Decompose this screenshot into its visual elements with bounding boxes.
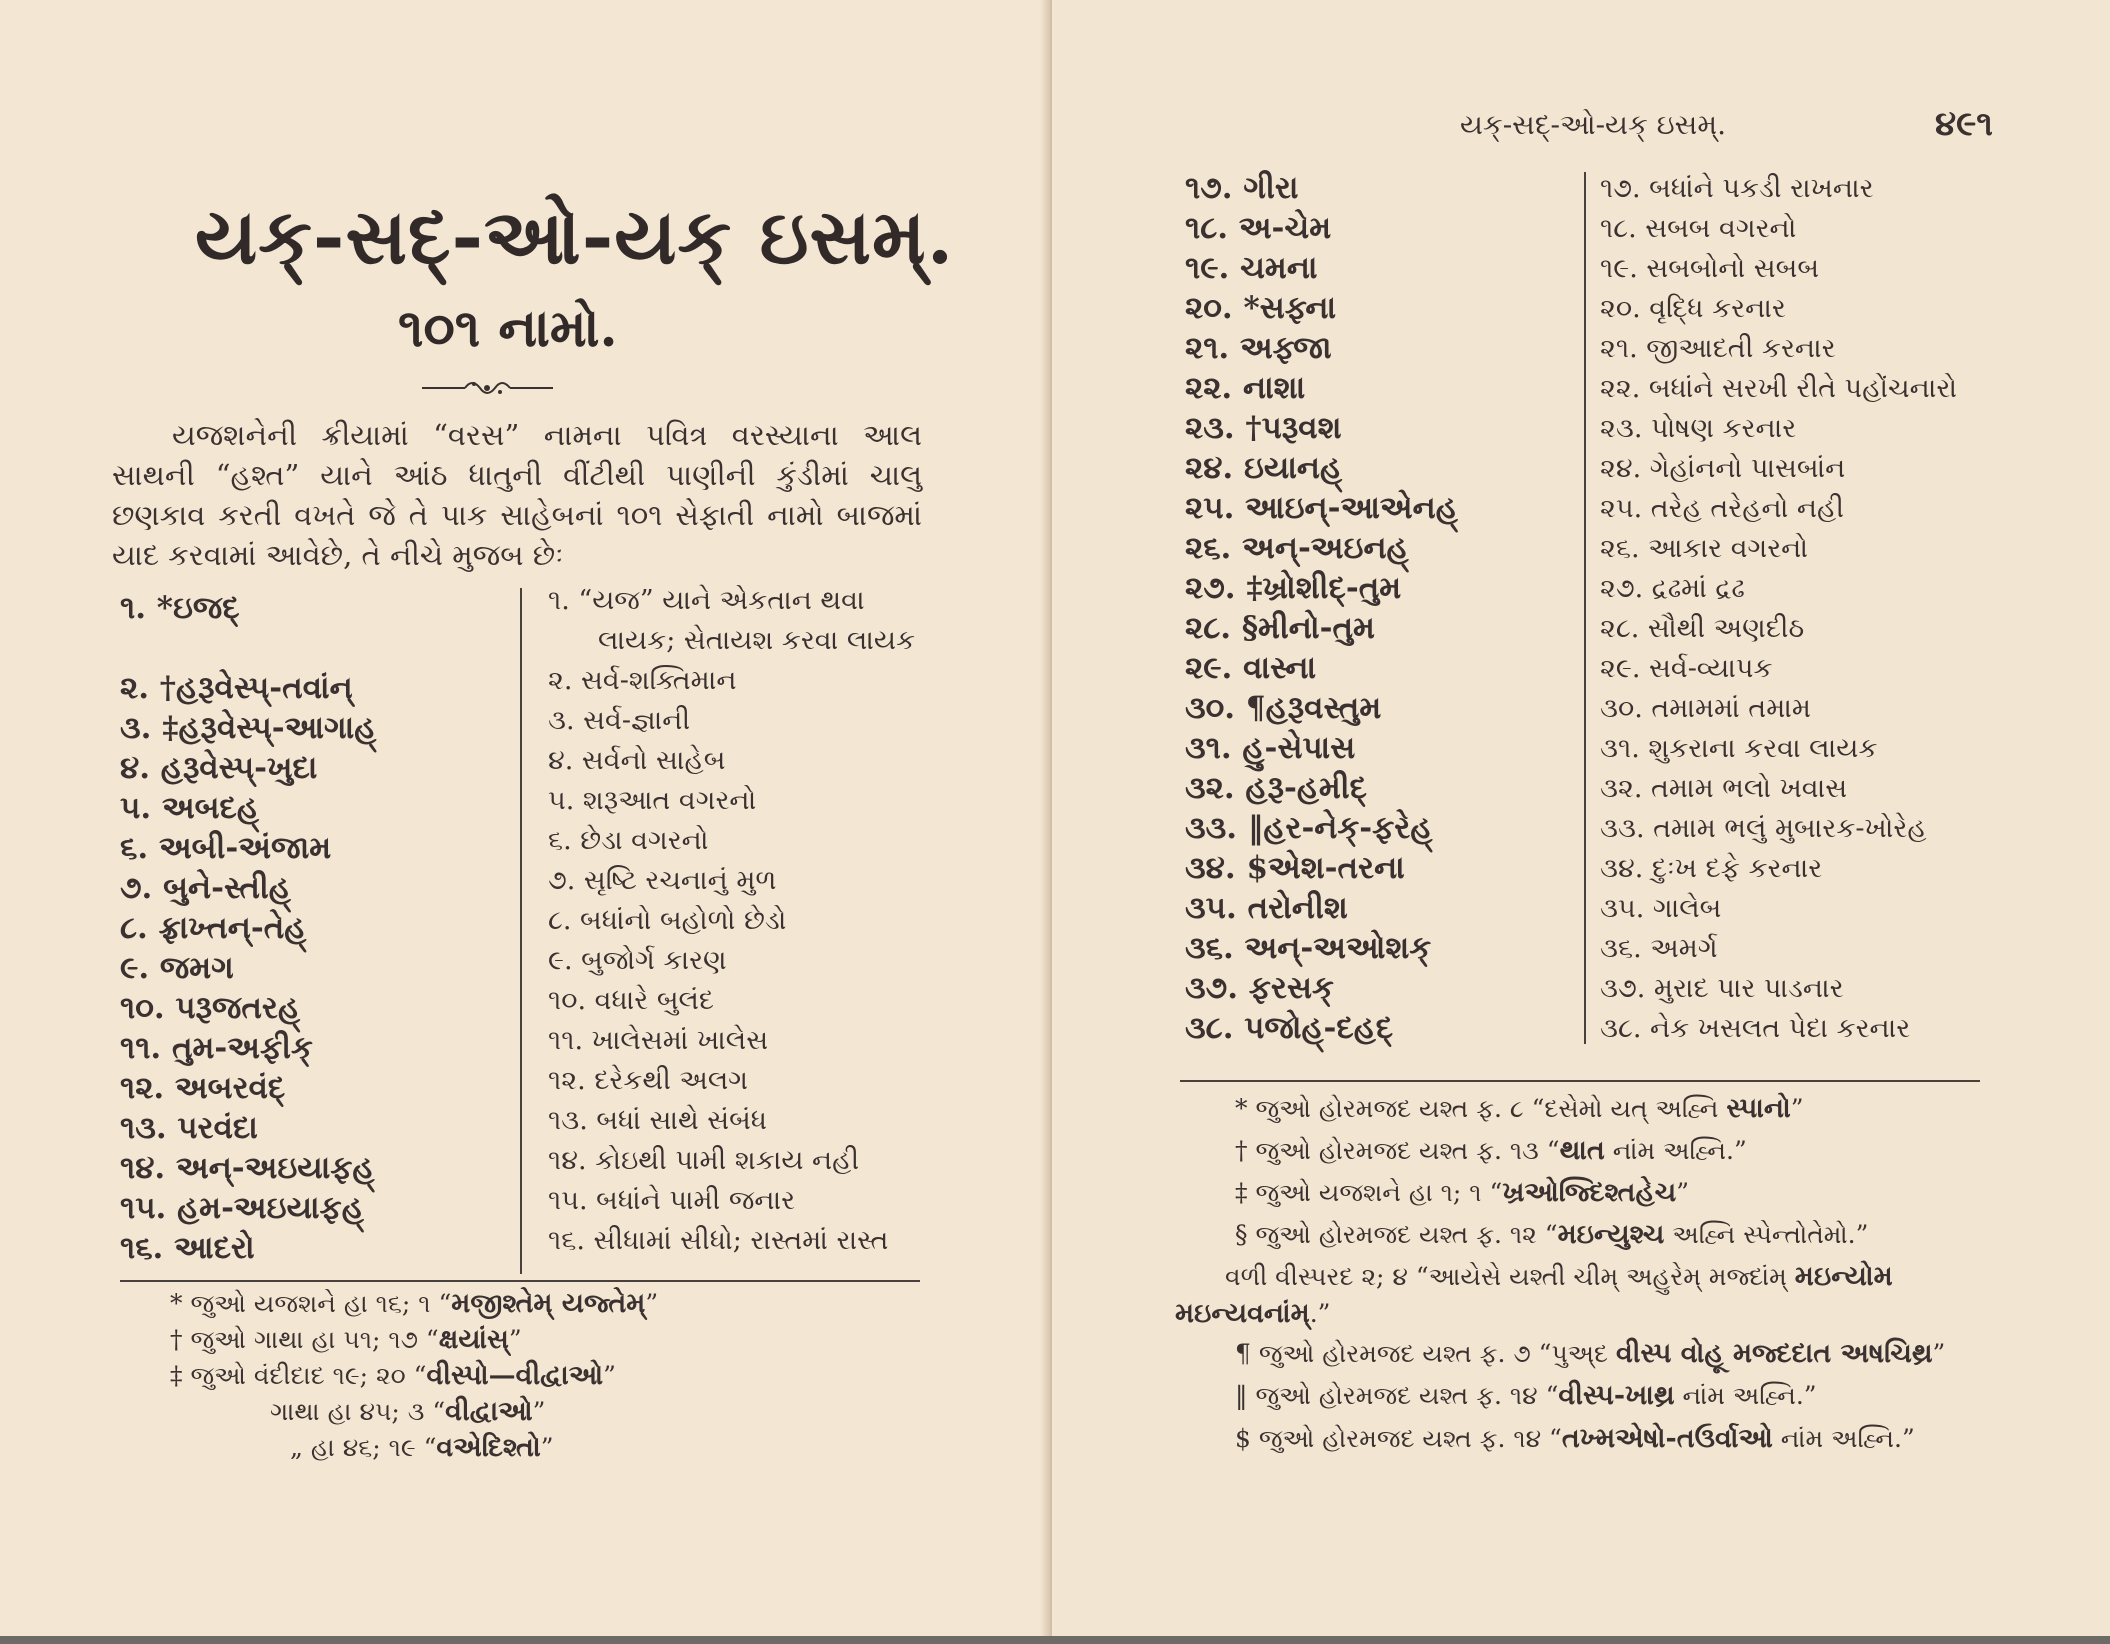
footnote: [270, 1396, 545, 1428]
name-item: ૨૪. ઇયાનહ્: [1185, 450, 1343, 486]
footnote-text: ¶ જુઓ હોરમજદ યશ્ત ફ. ૭ “પુઅ્દ: [1235, 1339, 1616, 1368]
column-divider-right: [1584, 172, 1586, 1044]
footnote-tail: નાંમ અહ્નિ.”: [1772, 1424, 1915, 1453]
footnote-term: મઇન્યોમ: [1794, 1261, 1893, 1292]
footnote-term: મઇન્યવનાંમ્: [1175, 1298, 1310, 1329]
page-title: યક્-સદ્-ઓ-યક્ ઇસમ્.: [195, 192, 955, 281]
meaning-item: ૧૧. ખાલેસમાં ખાલેસ: [548, 1025, 769, 1056]
footnote: [1225, 1261, 1893, 1293]
name-item: ૨. †હરૂવેસ્પ્-તવાંન્: [120, 670, 353, 706]
meaning-item: ૨૨. બધાંને સરખી રીતે પહોંચનારો: [1600, 373, 1958, 404]
name-item: ૩૩. ‖હર-નેક્-ફરેહ્: [1185, 810, 1433, 846]
meaning-item: ૧. “યજ” યાને એકતાન થવા: [548, 585, 865, 616]
footnote-text: † જુઓ ગાથા હા ૫૧; ૧૭ “: [170, 1325, 439, 1354]
meaning-item: ૨૪. ગેહાંનનો પાસબાંન: [1600, 453, 1846, 484]
meaning-item: ૨૦. વૃદ્ધિ કરનાર: [1600, 293, 1786, 324]
intro-paragraph: યજશનેની ક્રીયામાં “વરસ” નામના પવિત્ર વરસ્યાના આલ સાથની “હશ્ત” યાને આંઠ ધાતુની વીંટીથી પાણીની કુંડીમાં ચાલુ છણકાવ કરતી વખતે જે તે પાક સાહેબનાં ૧૦૧ સેફાતી નામો બાજમાં યાદ કરવામાં આવેછે, તે નીચે મુજબ છેઃ: [112, 418, 922, 572]
footnote-text: વળી વીસ્પરદ ૨; ૪ “આયેસે યશ્તી ચીમ્ અહુરેમ્ મજ્દાંમ્: [1225, 1262, 1795, 1291]
footnote-text: $ જુઓ હોરમજદ યશ્ત ફ. ૧૪ “: [1235, 1424, 1562, 1453]
footnote-text: † જુઓ હોરમજદ યશ્ત ફ. ૧૩ “: [1235, 1136, 1560, 1165]
name-item: ૧૮. અ-ચેમ: [1185, 210, 1332, 246]
meaning-item: ૩૧. શુકરાના કરવા લાયક: [1600, 733, 1878, 764]
left-page: [0, 0, 1048, 1644]
name-item: ૧૦. પરૂજતરહ્: [120, 990, 300, 1026]
meaning-item: ૨૫. તરેહ તરેહનો નહી: [1600, 493, 1844, 524]
footnote-rule: [120, 1280, 920, 1282]
footnote-text: „ હા ૪૬; ૧૯ “: [290, 1433, 437, 1462]
footnote-tail: ”: [645, 1289, 659, 1318]
footnote-text: § જુઓ હોરમજદ યશ્ત ફ. ૧૨ “: [1235, 1220, 1558, 1249]
footnote-term: વીદ્વાઓ: [445, 1396, 533, 1427]
footnote: [1235, 1135, 1747, 1167]
footnote: [1235, 1380, 1817, 1412]
name-item: ૩૬. અન્-અઓશક્: [1185, 930, 1432, 966]
meaning-item: ૯. બુજોર્ગ કારણ: [548, 945, 727, 976]
column-divider: [520, 588, 522, 1274]
name-item: ૧૬. આદરો: [120, 1230, 255, 1266]
footnote-term: વીસ્પ વોહૂ મજ્દદાત અષચિથ્ર: [1615, 1338, 1933, 1369]
name-item: ૩૦. ¶હરૂવસ્તુમ: [1185, 690, 1382, 726]
meaning-item: ૨૭. દ્રઢમાં દ્રઢ: [1600, 573, 1745, 604]
meaning-item: ૧૫. બધાંને પામી જનાર: [548, 1185, 796, 1216]
meaning-item: ૭. સૃષ્ટિ રચનાનું મુળ: [548, 865, 777, 896]
meaning-item: ૨૮. સૌથી અણદીઠ: [1600, 613, 1805, 644]
footnote-text: * જુઓ યજશને હા ૧૬; ૧ “: [170, 1289, 452, 1318]
name-item: ૨૮. §મીનો-તુમ: [1185, 610, 1375, 646]
meaning-item: ૧૨. દરેકથી અલગ: [548, 1065, 748, 1096]
meaning-item: ૧૭. બધાંને પકડી રાખનાર: [1600, 173, 1874, 204]
name-item: ૨૨. નાશા: [1185, 370, 1306, 406]
footnote-text: ‖ જુઓ હોરમજદ યશ્ત ફ. ૧૪ “: [1235, 1381, 1559, 1410]
name-item: ૯. જમગ: [120, 950, 234, 986]
meaning-item: ૪. સર્વનો સાહેબ: [548, 745, 726, 776]
footnote-term: ક્ષયાંસ્: [438, 1324, 509, 1355]
name-item: ૧. *ઇજદ્: [120, 590, 240, 626]
meaning-item: લાયક; સેતાયશ કરવા લાયક: [598, 625, 916, 656]
meaning-item: ૩. સર્વ-જ્ઞાની: [548, 705, 691, 736]
meaning-item: ૧૮. સબબ વગરનો: [1600, 213, 1797, 244]
footnote-text: * જુઓ હોરમજદ યશ્ત ફ. ૮ “દસેમો યત્ અહ્નિ: [1235, 1094, 1727, 1123]
page-number: ૪૯૧: [1935, 104, 1993, 144]
page-subtitle: ૧૦૧ નામો.: [398, 298, 618, 359]
footnote: [1175, 1298, 1330, 1330]
name-item: ૬. અબી-અંજામ: [120, 830, 332, 866]
name-item: ૭. બુને-સ્તીહ્: [120, 870, 291, 906]
footnote-term: સ્પાનો: [1726, 1093, 1791, 1124]
footnote-tail: ”: [532, 1397, 546, 1426]
meaning-item: ૧૩. બધાં સાથે સંબંધ: [548, 1105, 767, 1136]
footnote: [1235, 1338, 1945, 1370]
footnote: [1235, 1177, 1689, 1209]
meaning-item: ૩૪. દુઃખ દફે કરનાર: [1600, 853, 1823, 884]
name-item: ૨૭. ‡ખ્રોશીદ્-તુમ: [1185, 570, 1402, 606]
name-item: ૧૭. ગીરા: [1185, 170, 1299, 206]
name-item: ૩૧. હુ-સેપાસ: [1185, 730, 1356, 766]
name-item: ૩૫. તરોનીશ: [1185, 890, 1348, 926]
meaning-item: ૩૬. અમર્ગ: [1600, 933, 1718, 964]
meaning-item: ૩૦. તમામમાં તમામ: [1600, 693, 1811, 724]
meaning-item: ૫. શરૂઆત વગરનો: [548, 785, 757, 816]
meaning-item: ૧૬. સીધામાં સીધો; રાસ્તમાં રાસ્ત: [548, 1225, 889, 1256]
footnote-tail: ”: [508, 1325, 522, 1354]
name-item: ૨૯. વાસ્ના: [1185, 650, 1317, 686]
meaning-item: ૩૨. તમામ ભલો ખવાસ: [1600, 773, 1848, 804]
footnote-term: મઇન્યુશ્ચ: [1557, 1219, 1665, 1250]
footnote-tail: ”: [1790, 1094, 1804, 1123]
footnote: [170, 1360, 616, 1392]
footnote: [290, 1432, 554, 1464]
name-item: ૨૫. આઇન્-આએનહ્: [1185, 490, 1458, 526]
footnote-term: મજીશ્તેમ્ યજ્તેમ્: [451, 1288, 646, 1319]
meaning-item: ૧૦. વધારે બુલંદ: [548, 985, 715, 1016]
name-item: ૨૧. અફ્જા: [1185, 330, 1332, 366]
footnote-tail: ”: [540, 1433, 554, 1462]
meaning-item: ૧૪. કોઇથી પામી શકાય નહી: [548, 1145, 860, 1176]
meaning-item: ૩૮. નેક ખસલત પેદા કરનાર: [1600, 1013, 1911, 1044]
footnote: [1235, 1219, 1868, 1251]
name-item: ૫. અબદહ્: [120, 790, 259, 826]
footnote-text: ‡ જુઓ વંદીદાદ ૧૯; ૨૦ “: [170, 1361, 427, 1390]
running-head: યક્-સદ્-ઓ-યક્ ઇસમ્.: [1460, 108, 1726, 141]
meaning-item: ૨૧. જીઆદતી કરનાર: [1600, 333, 1836, 364]
footnote-tail: નાંમ અહ્નિ.”: [1674, 1381, 1817, 1410]
name-item: ૩. ‡હરૂવેસ્પ્-આગાહ્: [120, 710, 377, 746]
name-item: ૪. હરૂવેસ્પ્-ખુદા: [120, 750, 318, 786]
footnote-tail: .”: [1309, 1299, 1331, 1328]
meaning-item: ૨૯. સર્વ-વ્યાપક: [1600, 653, 1773, 684]
footnote-term: વીસ્પો—વીદ્વાઓ: [426, 1360, 604, 1391]
name-item: ૧૯. ચમના: [1185, 250, 1318, 286]
footnote: [170, 1288, 658, 1320]
footnote-tail: નાંમ અહ્નિ.”: [1604, 1136, 1747, 1165]
footnote: [1235, 1093, 1804, 1125]
meaning-item: ૨૬. આકાર વગરનો: [1600, 533, 1809, 564]
footnote-tail: ”: [1676, 1178, 1690, 1207]
footnote: [1235, 1423, 1915, 1455]
name-item: ૧૧. તુમ-અફીક્: [120, 1030, 313, 1066]
footnote-term: વએદિશ્તો: [436, 1432, 541, 1463]
meaning-item: ૬. છેડા વગરનો: [548, 825, 709, 856]
name-item: ૮. ફ્રાખ્તન્-તેહ્: [120, 910, 307, 946]
scan-edge: [0, 1636, 2110, 1644]
meaning-item: ૨. સર્વ-શક્તિમાન: [548, 665, 737, 696]
name-item: ૧૪. અન્-અઇયાફહ્: [120, 1150, 375, 1186]
footnote-term: થાત: [1559, 1135, 1605, 1166]
name-item: ૨૦. *સફ્ના: [1185, 290, 1337, 326]
ornament-divider: [420, 375, 555, 401]
name-item: ૨૬. અન્-અઇનહ્: [1185, 530, 1409, 566]
name-item: ૧૨. અબરવંદ્: [120, 1070, 286, 1106]
footnote: [170, 1324, 522, 1356]
footnote-term: તખ્મએષો-તઉર્વાઓ: [1561, 1423, 1773, 1454]
meaning-item: ૧૯. સબબોનો સબબ: [1600, 253, 1820, 284]
meaning-item: ૮. બધાંનો બહોળો છેડો: [548, 905, 787, 936]
meaning-item: ૨૩. પોષણ કરનાર: [1600, 413, 1797, 444]
footnote-text: ‡ જુઓ યજશને હા ૧; ૧ “: [1235, 1178, 1503, 1207]
name-item: ૧૩. પરવંદા: [120, 1110, 258, 1146]
name-item: ૨૩. †પરૂવશ: [1185, 410, 1342, 446]
name-item: ૩૨. હરૂ-હમીદ્: [1185, 770, 1367, 806]
footnote-tail: ”: [603, 1361, 616, 1390]
name-item: ૩૪. $એશ-તરના: [1185, 850, 1405, 886]
footnote-tail: ”: [1932, 1339, 1946, 1368]
footnote-term: ખ્રઓજ્દિશ્તહેચ: [1502, 1177, 1677, 1208]
meaning-item: ૩૩. તમામ ભલું મુબારક-ખોરેહ: [1600, 813, 1927, 844]
name-item: ૧૫. હમ-અઇયાફહ્: [120, 1190, 364, 1226]
footnote-text: ગાથા હા ૪૫; ૩ “: [270, 1397, 446, 1426]
name-item: ૩૮. પજોહ્-દહદ્: [1185, 1010, 1394, 1046]
footnote-rule-right: [1180, 1080, 1980, 1082]
meaning-item: ૩૫. ગાલેબ: [1600, 893, 1722, 924]
name-item: ૩૭. ફરસક્: [1185, 970, 1334, 1006]
footnote-term: વીસ્પ-ખાથ્ર: [1558, 1380, 1675, 1411]
footnote-tail: અહ્નિ સ્પેન્તોતેમો.”: [1664, 1220, 1869, 1249]
meaning-item: ૩૭. મુરાદ પાર પાડનાર: [1600, 973, 1844, 1004]
